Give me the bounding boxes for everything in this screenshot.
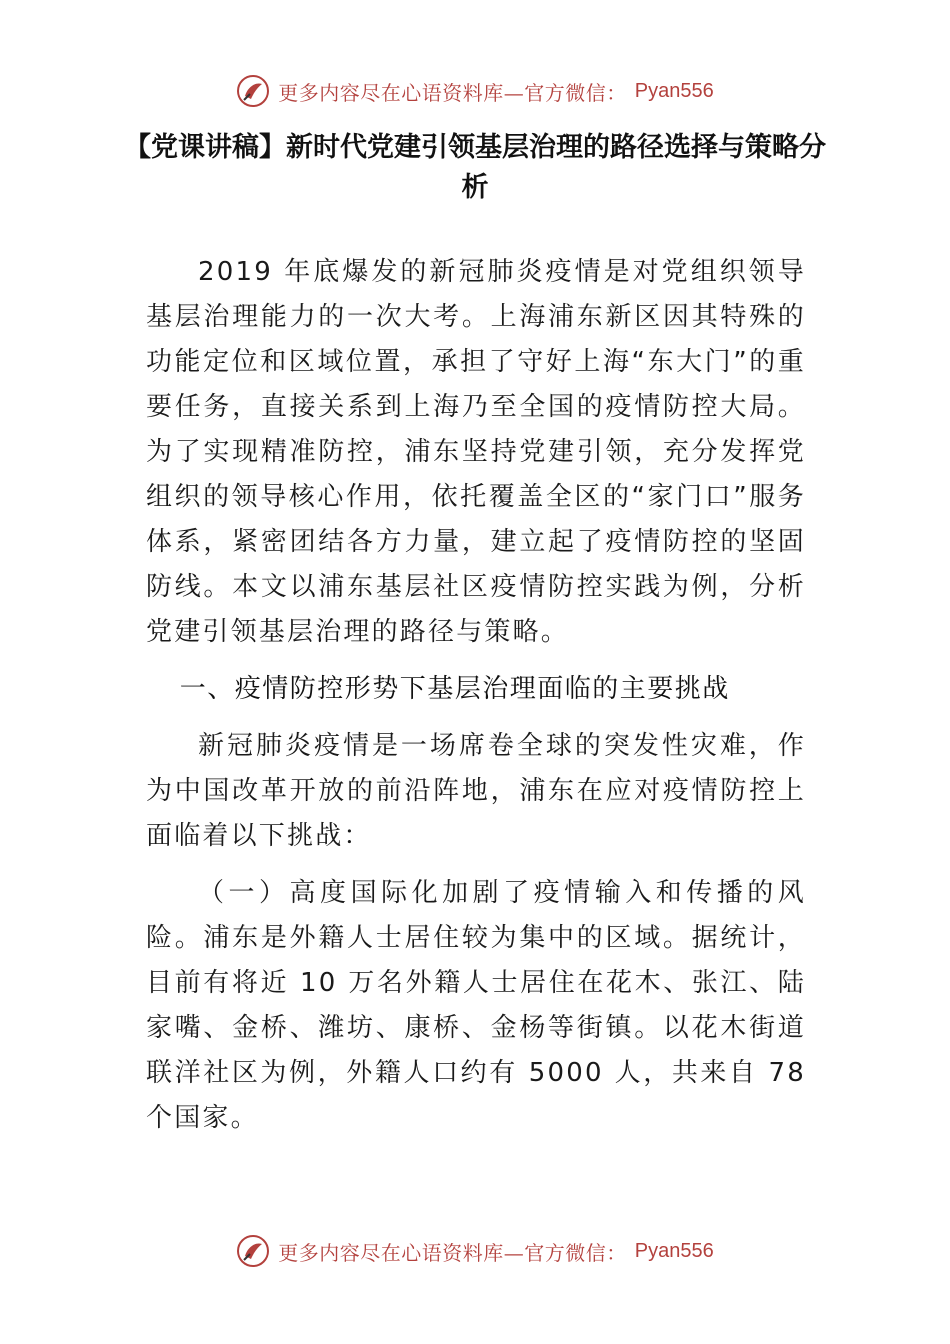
watermark-header [0,74,950,108]
page-title: 【党课讲稿】新时代党建引领基层治理的路径选择与策略分析 [124,132,826,203]
watermark-text: 更多内容尽在心语资料库—官方微信： [278,80,627,105]
watermark-footer [0,1234,950,1268]
watermark-logo-icon [236,1234,270,1268]
watermark-text: 更多内容尽在心语资料库—官方微信： [278,1240,627,1265]
section-point-paragraph: （一）高度国际化加剧了疫情输入和传播的风险。浦东是外籍人士居住较为集中的区域。据统计，目前有将近 10 万名外籍人士居住在花木、张江、陆家嘴、金桥、潍坊、康桥、金杨等街镇。以花木街道联洋社区为例，外籍人口约有 5000 人，共来自 78 个国家。 [146,878,806,1133]
intro-paragraph: 2019 年底爆发的新冠肺炎疫情是对党组织领导基层治理能力的一次大考。上海浦东新区因其特殊的功能定位和区域位置，承担了守好上海“东大门”的重要任务，直接关系到上海乃至全国的疫情防控大局。为了实现精准防控，浦东坚持党建引领，充分发挥党组织的领导核心作用，依托覆盖全区的“家门口”服务体系，紧密团结各方力量，建立起了疫情防控的坚固防线。本文以浦东基层社区疫情防控实践为例，分析党建引领基层治理的路径与策略。 [146,257,806,647]
section-heading: 一、疫情防控形势下基层治理面临的主要挑战 [179,674,730,704]
watermark-account: Pyan556 [634,1239,714,1262]
watermark-account: Pyan556 [634,79,714,102]
watermark-logo-icon [236,74,270,108]
section-intro-paragraph: 新冠肺炎疫情是一场席卷全球的突发性灾难，作为中国改革开放的前沿阵地，浦东在应对疫情防控上面临着以下挑战： [146,731,806,851]
document-body [146,250,806,1141]
